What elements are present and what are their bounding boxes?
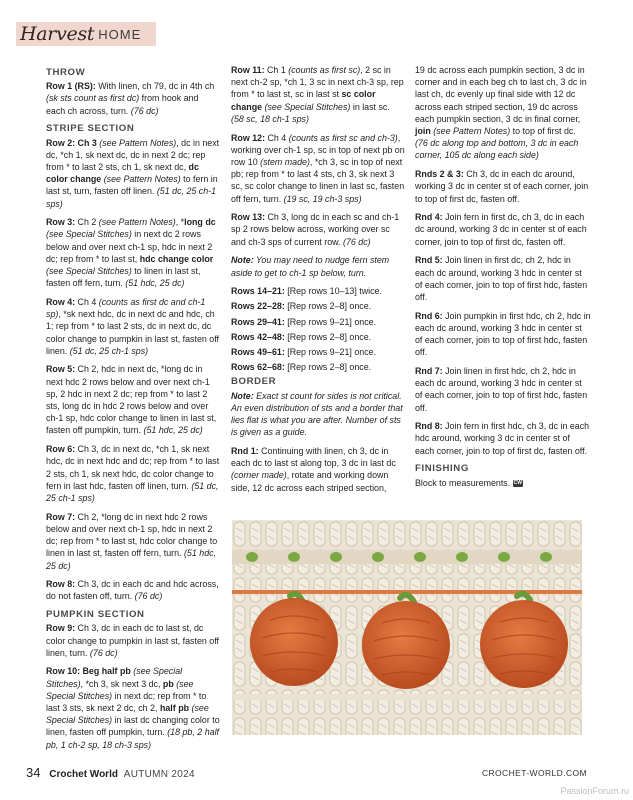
end-mark-icon: CW — [513, 479, 523, 486]
rnd-7: Rnd 7: Join linen in first hdc, ch 2, hdc in each dc around, working 3 hdc in center st of each corner, join to top of first hdc, fasten off. — [415, 365, 588, 413]
section-script-title: Harvest — [20, 23, 95, 45]
border-heading: BORDER — [231, 376, 277, 388]
crochet-pumpkin-photo — [232, 520, 582, 735]
row-13-note: Note: You may need to nudge fern stem aside to get to ch-1 sp below, turn. — [231, 255, 390, 278]
repeat-rows-49-61: Rows 49–61: [Rep rows 9–21] once. — [231, 347, 377, 358]
row-8: Row 8: Ch 3, dc in each dc and hdc across, do not fasten off, turn. (76 dc) — [46, 579, 219, 602]
row-5: Row 5: Ch 2, hdc in next dc, *long dc in next hdc 2 rows below and over next ch-1 sp, 2 hdc in next 2 dc; rep from * to last 2 sts, long dc in hdc 2 rows below and over ch-1 sp, hdc color change to linen in last st, fasten off pumpkin, turn. (51 hdc, 25 dc) — [46, 364, 217, 436]
finishing-heading: FINISHING — [415, 463, 469, 475]
row-10: Row 10: Beg half pb (see Special Stitches), *ch 3, sk next 3 dc, pb (see Special Stitches) in next dc; rep from * to last 3 sts, sk next 2 dc, ch 2, half pb (see Special Stitches) in last dc changing color to linen, fasten off pumpkin, turn. (18 pb, 2 half pb, 1 ch-2 sp, 18 ch-3 sps) — [46, 666, 220, 750]
page-number: 34 — [26, 765, 41, 780]
rnd-4: Rnd 4: Join fern in first dc, ch 3, dc in each dc around, working 3 dc in center st of each corner, join to top of first dc, fasten off. — [415, 212, 587, 247]
row-2: Row 2: Ch 3 (see Pattern Notes), dc in next dc, *ch 1, sk next dc, dc in next 2 dc; rep from * to last 2 sts, ch 1, sk next dc, dc color change (see Pattern Notes) to fern in last st, turn, fasten off linen. (51 dc, 25 ch-1 sps) — [46, 137, 220, 209]
row-7: Row 7: Ch 2, *long dc in next hdc 2 rows below and over next ch-1 sp, hdc in next 2 dc; rep from * to last st, hdc color change to linen in last st, fasten off fern, turn. (51 hdc, 25 dc) — [46, 511, 218, 571]
rnd-1: Rnd 1: Continuing with linen, ch 3, dc in each dc to last st along top, 3 dc in last dc (corner made), rotate and working down side, 12 dc across each striped section, — [231, 445, 396, 493]
repeat-rows-14-21: Rows 14–21: [Rep rows 10–13] twice. — [231, 286, 382, 297]
repeat-rows-29-41: Rows 29–41: [Rep rows 9–21] once. — [231, 316, 377, 327]
pumpkin-heading: PUMPKIN SECTION — [46, 609, 145, 621]
row-9: Row 9: Ch 3, dc in each dc to last st, dc color change to pumpkin in last st, fasten off linen, turn. (76 dc) — [46, 623, 219, 658]
crochet-swatch-illustration — [232, 520, 582, 735]
throw-heading: THROW — [46, 67, 86, 78]
rnds-2-3: Rnds 2 & 3: Ch 3, dc in each dc around, working 3 dc in center st of each corner, join to top of first dc, fasten off. — [415, 169, 589, 204]
row-13: Row 13: Ch 3, long dc in each sc and ch-1 sp 2 rows below across, working over sc and ch-3 sps of current row. (76 dc) — [231, 212, 400, 247]
row-1: Row 1 (RS): With linen, ch 79, dc in 4th ch (sk sts count as first dc) from hook and each ch across, turn. (76 dc) — [46, 81, 215, 116]
rnd-1-continued: 19 dc across each pumpkin section, 3 dc in corner and in each beg ch to last ch, 3 dc in last ch, dc evenly up final side with 12 dc across each striped section, 19 dc across each pumpkin section, 3 dc in final corner, join (see Pattern Notes) to top of first dc. (76 dc along top and bottom, 3 dc in each corner, 105 dc along each side) — [415, 65, 587, 161]
magazine-name: Crochet World — [49, 769, 118, 780]
row-11: Row 11: Ch 1 (counts as first sc), 2 sc in next ch-2 sp, *ch 1, 3 sc in next ch-3 sp, rep from * to last st, sc in last st sc color change (see Special Stitches) in last sc. (58 sc, 18 ch-1 sps) — [231, 65, 404, 124]
stripe-heading: STRIPE SECTION — [46, 123, 135, 135]
website-url: CROCHET-WORLD.COM — [481, 768, 587, 778]
column-3 — [415, 64, 591, 495]
row-12: Row 12: Ch 4 (counts as first sc and ch-3), working over ch-1 sp, sc in top of next pb on row 10 (stem made), *ch 3, sc in top of next pb; rep from * to last 4 sts, ch 3, sk next 3 sc, sc color change to linen in last sc, fasten off fern, turn. (19 sc, 19 ch-3 sps) — [231, 132, 405, 204]
repeat-rows-62-68: Rows 62–68: [Rep rows 2–8] once. — [231, 362, 372, 373]
finishing-text: Block to measurements. CW — [415, 477, 523, 488]
border-note: Note: Exact st count for sides is not critical. An even distribution of sts and a border that lies flat is what you are after. Number of sts is given as a guide. — [231, 390, 403, 438]
repeat-rows-42-48: Rows 42–48: [Rep rows 2–8] once. — [231, 331, 372, 342]
row-6: Row 6: Ch 3, dc in next dc, *ch 1, sk next hdc, dc in next hdc and dc; rep from * to last 2 sts, ch 1, sk next hdc, dc color change to fern in last hdc, fasten off linen, turn. (51 dc, 25 ch-1 sps) — [46, 444, 220, 503]
rnd-8: Rnd 8: Join fern in first hdc, ch 3, dc in each hdc around, working 3 dc in center st of each corner, join to top of first dc, fasten off. — [415, 421, 590, 456]
issue-label: AUTUMN 2024 — [123, 769, 195, 780]
row-4: Row 4: Ch 4 (counts as first dc and ch-1 sp), *sk next hdc, dc in next dc and hdc, ch 1; rep from * to last 2 sts, dc in next dc, dc color change to pumpkin in last st, fasten off linen. (51 dc, 25 ch-1 sps) — [46, 296, 219, 356]
rnd-5: Rnd 5: Join linen in first dc, ch 2, hdc in each dc around, working 3 hdc in center st of each corner, join to top of first hdc, fasten off. — [415, 255, 588, 302]
footer-left — [26, 765, 195, 780]
column-1 — [46, 64, 220, 757]
section-label: HOME — [98, 26, 142, 42]
section-header — [16, 22, 156, 46]
repeat-rows-22-28: Rows 22–28: [Rep rows 2–8] once. — [231, 301, 372, 312]
watermark: PassionForum.ru — [560, 786, 629, 796]
row-3: Row 3: Ch 2 (see Pattern Notes), *long dc (see Special Stitches) in next dc 2 rows below and over next ch-1 sp, hdc in next 2 dc; rep from * to last st, hdc change color (see Special Stitches) to linen in last st, fasten off fern, turn. (51 hdc, 25 dc) — [46, 217, 216, 289]
rnd-6: Rnd 6: Join pumpkin in first hdc, ch 2, hdc in each dc around, working 3 hdc in center st of each corner, join to top of first hdc, fasten off. — [415, 310, 591, 358]
column-2 — [231, 64, 405, 500]
